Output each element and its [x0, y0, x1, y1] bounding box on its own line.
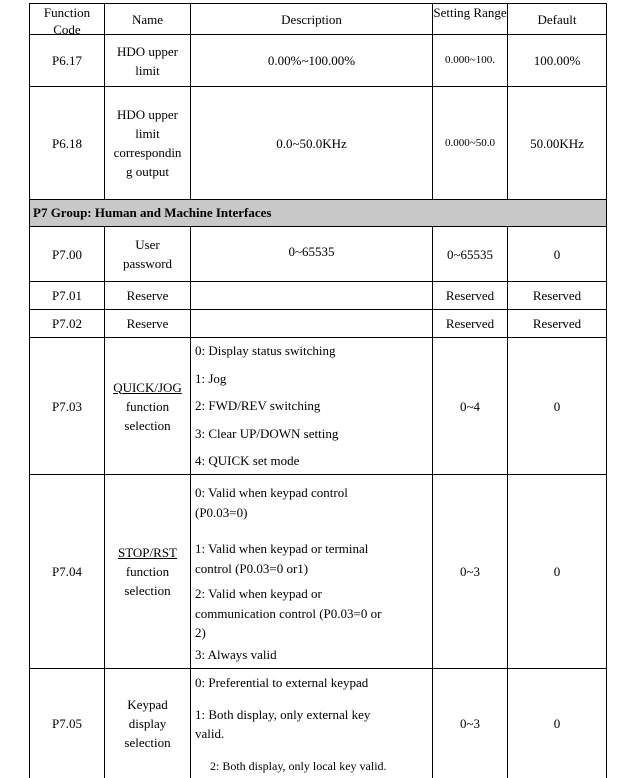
p704-option: control (P0.03=0 or1) [195, 561, 309, 576]
p704-name-line: selection [124, 583, 171, 598]
p704-name [105, 475, 190, 668]
p705-option: valid. [195, 726, 225, 741]
p704-code: P7.04 [52, 564, 82, 579]
p705-name-line: selection [124, 735, 171, 750]
p700-code: P7.00 [52, 246, 82, 262]
p704-option: communication control (P0.03=0 or [195, 606, 382, 621]
p700-name [105, 227, 190, 281]
p701-default: Reserved [532, 288, 582, 303]
p618-name-line: g output [126, 164, 169, 179]
header-setting-range: Setting Range [433, 5, 507, 20]
p705-range: 0~3 [459, 716, 481, 731]
p618-range: 0.000~50.0 [445, 136, 495, 149]
p704-range: 0~3 [459, 564, 481, 579]
p617-name-line: HDO upper [116, 43, 178, 59]
p700-description: 0~65535 [288, 244, 335, 259]
p703-name-line: selection [124, 417, 171, 433]
p618-name-line: HDO upper [116, 107, 178, 122]
p617-code: P6.17 [52, 53, 82, 68]
p703-range: 0~4 [459, 398, 481, 414]
rule [606, 3, 607, 778]
p703-default: 0 [553, 398, 561, 414]
p705-name-line: Keypad [127, 697, 168, 712]
p704-option: 1: Valid when keypad or terminal [195, 541, 369, 556]
p618-code: P6.18 [52, 135, 82, 151]
p704-option: 2: Valid when keypad or [195, 586, 322, 601]
p618-name-line: limit [135, 126, 160, 141]
p700-name-line: User [135, 237, 160, 252]
p617-range: 0.000~100. [445, 54, 495, 66]
p704-option: 2) [195, 625, 206, 640]
p700-range: 0~65535 [446, 246, 494, 262]
p617-description: 0.00%~100.00% [267, 53, 356, 68]
p705-option: 1: Both display, only external key [195, 707, 371, 722]
p700-default: 0 [553, 246, 561, 262]
p701-code: P7.01 [52, 288, 82, 303]
p702-code: P7.02 [52, 316, 82, 331]
p703-option: 3: Clear UP/DOWN setting [195, 426, 339, 441]
p702-default: Reserved [532, 316, 582, 331]
p704-default: 0 [553, 564, 561, 579]
p701-range: Reserved [445, 288, 495, 303]
p703-name-line: QUICK/JOG [113, 379, 182, 395]
p704-name-line: STOP/RST [117, 545, 177, 560]
p618-description: 0.0~50.0KHz [276, 135, 347, 151]
p703-option: 0: Display status switching [195, 343, 336, 358]
p617-name-line: limit [135, 62, 160, 78]
p705-option: 0: Preferential to external keypad [195, 675, 369, 690]
p703-option: 4: QUICK set mode [195, 453, 300, 468]
p704-option: 0: Valid when keypad control [195, 485, 348, 500]
p702-range: Reserved [445, 316, 495, 331]
p705-option: 2: Both display, only local key valid. [210, 759, 387, 773]
p618-default: 50.00KHz [530, 135, 584, 151]
header-function-code: Function Code [43, 5, 91, 34]
p704-option: (P0.03=0) [195, 505, 248, 520]
p618-name-line: correspondin [113, 145, 182, 160]
rule [190, 226, 191, 778]
p703-name-line: function [125, 398, 170, 414]
group-header-p7: P7 Group: Human and Machine Interfaces [29, 200, 607, 226]
p705-name [105, 669, 190, 778]
p705-default: 0 [553, 716, 561, 731]
p705-name-line: display [128, 716, 167, 731]
p704-option: 3: Always valid [195, 647, 277, 662]
p700-name-line: password [122, 256, 173, 271]
p703-option: 2: FWD/REV switching [195, 398, 321, 413]
header-default: Default [537, 11, 577, 27]
p703-name [105, 338, 190, 474]
p617-default: 100.00% [533, 53, 581, 68]
p704-name-line: function [125, 564, 170, 579]
p702-name: Reserve [126, 316, 169, 331]
p701-name: Reserve [126, 288, 169, 303]
header-name: Name [131, 11, 164, 27]
p705-code: P7.05 [52, 716, 82, 731]
header-description: Description [281, 11, 342, 27]
p618-name [105, 87, 190, 199]
p703-code: P7.03 [52, 398, 82, 414]
p703-option: 1: Jog [195, 371, 227, 386]
p617-name [105, 35, 190, 86]
